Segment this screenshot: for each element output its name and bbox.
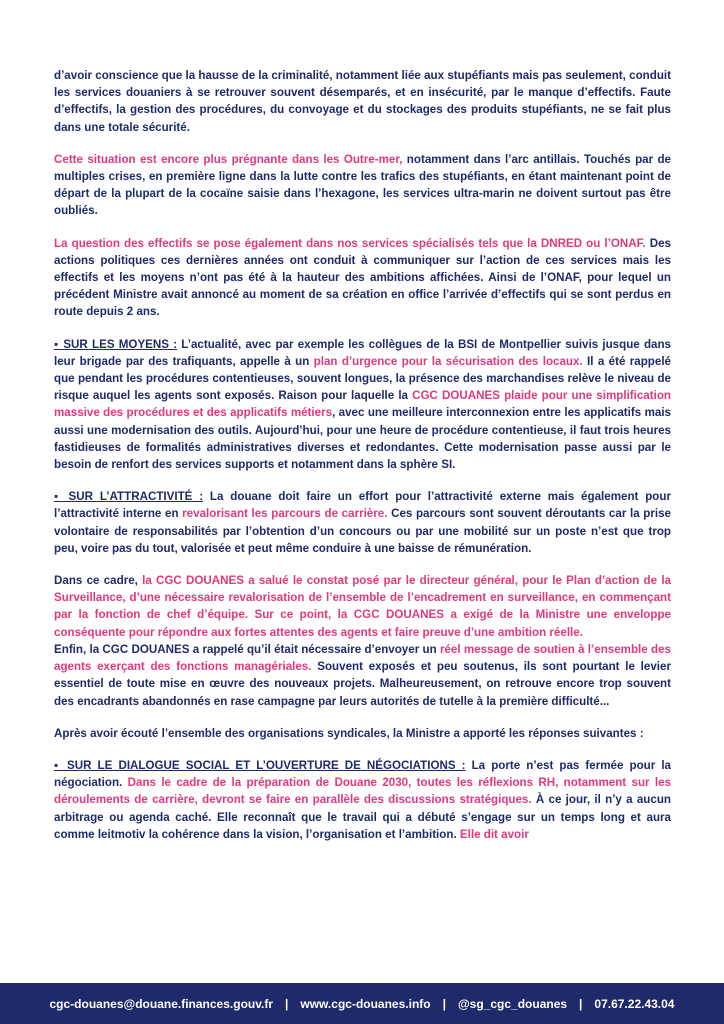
section-heading-dialogue-social: ▪ SUR LE DIALOGUE SOCIAL ET L’OUVERTURE DE NÉGOCIATIONS : (54, 758, 466, 772)
section-heading-moyens: ▪ SUR LES MOYENS : (54, 337, 178, 351)
footer-bar (0, 983, 724, 1024)
footer-email-link[interactable]: cgc-douanes@douane.finances.gouv.fr (49, 996, 274, 1011)
footer-website-link[interactable]: www.cgc-douanes.info (300, 996, 431, 1011)
paragraph-dialogue-social: ▪ SUR LE DIALOGUE SOCIAL ET L’OUVERTURE DE NÉGOCIATIONS : La porte n’est pas fermée pour la négociation. Dans le cadre de la préparation de Douane 2030, toutes les réflexions RH, notamment sur les déroulements de carrière, devront se faire en parallèle des discussions stratégiques. À ce jour, il n’y a aucun arbitrage ou agenda caché. Elle reconnaît que le travail qui a débuté s’engage sur un temps long et aura comme leitmotiv la cohérence dans la vision, l’organisation et l’ambition. Elle dit avoir (54, 758, 671, 841)
paragraph-moyens: ▪ SUR LES MOYENS : L’actualité, avec par exemple les collègues de la BSI de Montpellier suivis jusque dans leur brigade par des trafiquants, appelle à un plan d’urgence pour la sécurisation des locaux. Il a été rappelé que pendant les procédures contentieuses, souvent longues, la présence des marchandises relève le niveau de risque auquel les agents sont exposés. Raison pour laquelle la CGC DOUANES plaide pour une simplification massive des procédures et des applicatifs métiers, avec une meilleure interconnexion entre les applicatifs mais aussi une modernisation des outils. Aujourd’hui, pour une heure de procédure contentieuse, il faut trois heures fastidieuses de formalités administratives diverses et redondantes. Cette modernisation passe aussi par le besoin de renfort des services supports et notamment dans la sphère SI. (54, 337, 671, 472)
footer-separator: | (579, 996, 583, 1011)
section-heading-attractivite: ▪ SUR L’ATTRACTIVITÉ : (54, 490, 204, 504)
footer-separator: | (442, 996, 446, 1011)
footer-separator: | (285, 996, 289, 1011)
paragraph-reponses: Après avoir écouté l’ensemble des organisations syndicales, la Ministre a apporté les réponses suivantes : (54, 726, 644, 740)
paragraph-outre-mer: Cette situation est encore plus prégnante dans les Outre-mer, notamment dans l’arc antillais. Touchés par de multiples crises, en première ligne dans la lutte contre les trafics des stupéfiants, en étant maintenant point de départ de la plupart de la cocaïne saisie dans l’hexagone, les services ultra-marin ne doivent surtout pas être oubliés. (54, 152, 671, 218)
footer-social-handle[interactable]: @sg_cgc_douanes (457, 996, 568, 1011)
paragraph-cadre: Dans ce cadre, la CGC DOUANES a salué le constat posé par le directeur général, pour le Plan d’action de la Surveillance, d’une nécessaire revalorisation de l’ensemble de l’encadrement en surveillance, en commençant par la fonction de chef d’équipe. Sur ce point, la CGC DOUANES a exigé de la Ministre une enveloppe conséquente pour répondre aux fortes attentes des agents et faire preuve d’une ambition réelle. (54, 574, 671, 639)
paragraph-criminalite: d’avoir conscience que la hausse de la criminalité, notamment liée aux stupéfiants mais pas seulement, conduit les services douaniers à se retrouver souvent désemparés, et en insécurité, par le manque d’effectifs. Faute d’effectifs, la gestion des procédures, du convoyage et du stockages des produits stupéfiants, ne se fait plus dans une totale sécurité. (54, 69, 671, 134)
paragraph-enfin: Enfin, la CGC DOUANES a rappelé qu’il était nécessaire d’envoyer un réel message de soutien à l’ensemble des agents exerçant des fonctions managériales. Souvent exposés et peu soutenus, ils sont pourtant le levier essentiel de toute mise en œuvre des nouveaux projets. Malheureusement, on retrouve encore trop souvent des encadrants abandonnés en rase campagne par leurs autorités de tutelle à la première difficulté... (54, 642, 671, 708)
paragraph-attractivite: ▪ SUR L’ATTRACTIVITÉ : La douane doit faire un effort pour l’attractivité externe mais également pour l’attractivité interne en revalorisant les parcours de carrière. Ces parcours sont souvent déroutants car la prise volontaire de responsabilités par l’obtention d’un concours ou par une mobilité sur un poste n’est que trop peu, voire pas du tout, valorisée et peut même conduire à une baisse de rémunération. (54, 490, 671, 555)
document-body (54, 67, 671, 858)
paragraph-effectifs: La question des effectifs se pose également dans nos services spécialisés tels que la DNRED ou l’ONAF. Des actions politiques ces dernières années ont conduit à communiquer sur l’action de ces services mais les effectifs et les moyens n’ont pas été à la hauteur des ambitions affichées. Ainsi de l’ONAF, pour lequel un précédent Ministre avait annoncé au moment de sa création en office l’arrivée d’effectifs qui se sont perdus en route depuis 2 ans. (54, 236, 671, 319)
footer-phone: 07.67.22.43.04 (594, 996, 675, 1011)
